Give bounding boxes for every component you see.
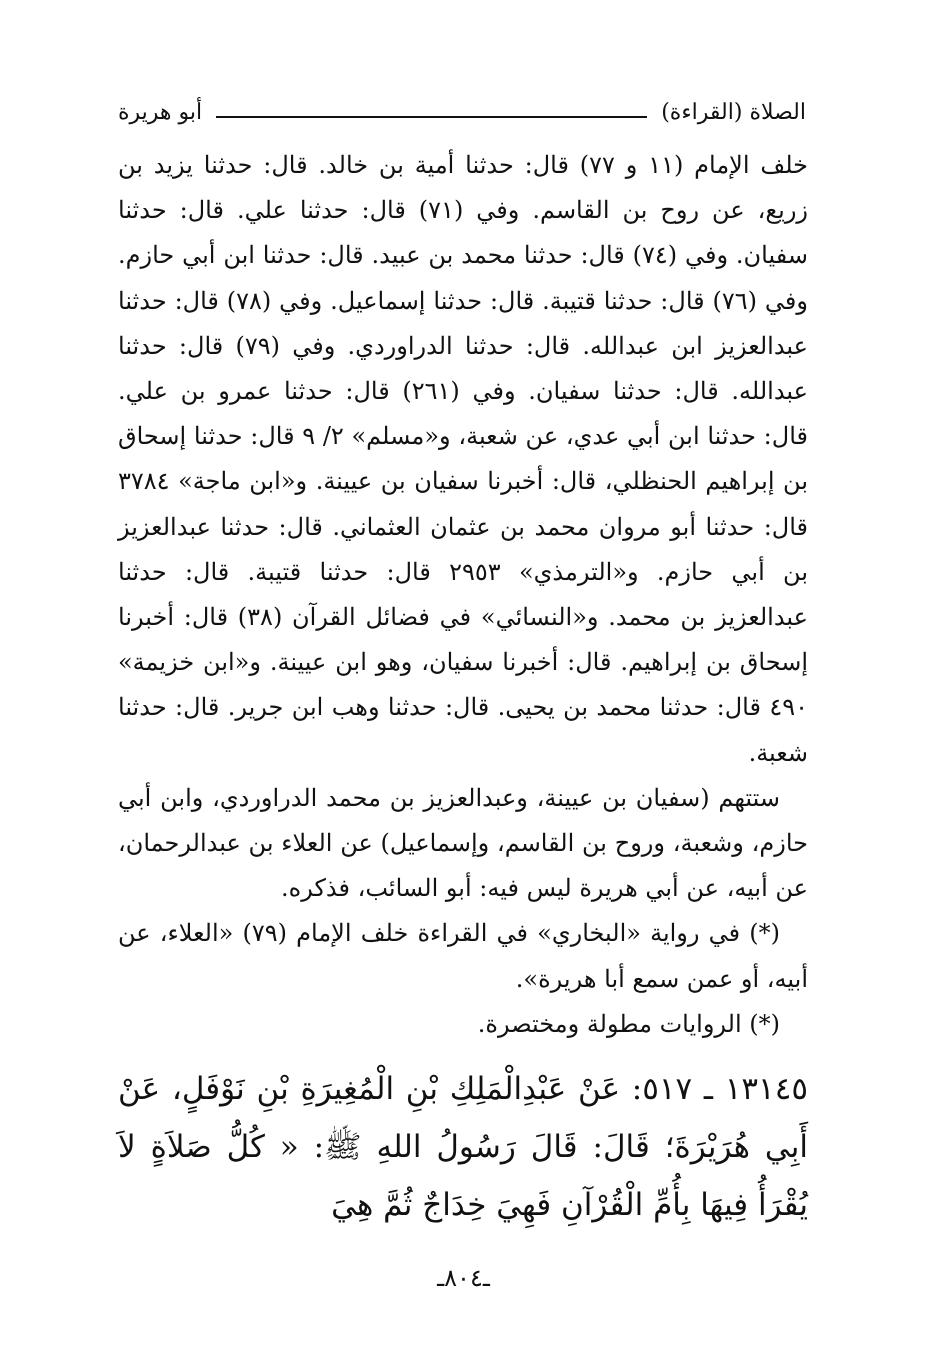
note-paragraph: (*) في رواية «البخاري» في القراءة خلف الإمام (٧٩) «العلاء، عن أبيه، أو عمن سمع أبا هريرة». [118,919,808,993]
sources-paragraph: خلف الإمام (١١ و ٧٧) قال: حدثنا أمية بن خالد. قال: حدثنا يزيد بن زريع، عن روح بن القاسم. وفي (٧١) قال: حدثنا علي. قال: حدثنا سفيان. وفي (٧٤) قال: حدثنا محمد بن عبيد. قال: حدثنا ابن أبي حازم. وفي (٧٦) قال: حدثنا قتيبة. قال: حدثنا إسماعيل. وفي (٧٨) قال: حدثنا عبدالعزيز ابن عبدالله. قال: حدثنا الدراوردي. وفي (٧٩) قال: حدثنا عبدالله. قال: حدثنا سفيان. وفي (٢٦١) قال: حدثنا عمرو بن علي. قال: حدثنا ابن أبي عدي، عن شعبة، و«مسلم» ٢/ ٩ قال: حدثنا إسحاق بن إبراهيم الحنظلي، قال: أخبرنا سفيان بن عيينة. و«ابن ماجة» ٣٧٨٤ قال: حدثنا أبو مروان محمد بن عثمان العثماني. قال: حدثنا عبدالعزيز بن أبي حازم. و«الترمذي» ٢٩٥٣ قال: حدثنا قتيبة. قال: حدثنا عبدالعزيز بن محمد. و«النسائي» في فضائل القرآن (٣٨) قال: أخبرنا إسحاق بن إبراهيم. قال: أخبرنا سفيان، وهو ابن عيينة. و«ابن خزيمة» ٤٩٠ قال: حدثنا محمد بن يحيى. قال: حدثنا وهب ابن جرير. قال: حدثنا شعبة. [118,151,809,767]
takhrij-text [118,143,808,1047]
summary-paragraph: ستتهم (سفيان بن عيينة، وعبدالعزيز بن محمد الدراوردي، وابن أبي حازم، وشعبة، وروح بن القاسم، وإسماعيل) عن العلاء بن عبدالرحمان، عن أبيه، عن أبي هريرة ليس فيه: أبو السائب، فذكره. [118,783,808,903]
page-number: ـ٨٠٤ـ [437,1264,490,1292]
hadith-text [118,1060,808,1234]
header-rule [216,116,647,118]
header-narrator-title: أبو هريرة [118,99,203,125]
running-header [118,92,806,132]
header-chapter-title: الصلاة (القراءة) [661,99,806,125]
note-paragraph-2: (*) الروايات مطولة ومختصرة. [477,1009,780,1038]
hadith-paragraph: ١٣١٤٥ ـ ٥١٧: عَنْ عَبْدِالْمَلِكِ بْنِ الْمُغِيرَةِ بْنِ نَوْفَلٍ، عَنْ أَبِي هُرَيْرَةَ؛ قَالَ: قَالَ رَسُولُ اللهِ ﷺ: « كُلُّ صَلاَةٍ لاَ يُقْرَأُ فِيهَا بِأُمِّ الْقُرْآنِ فَهِيَ خِدَاجٌ ثُمَّ هِيَ [118,1071,809,1223]
